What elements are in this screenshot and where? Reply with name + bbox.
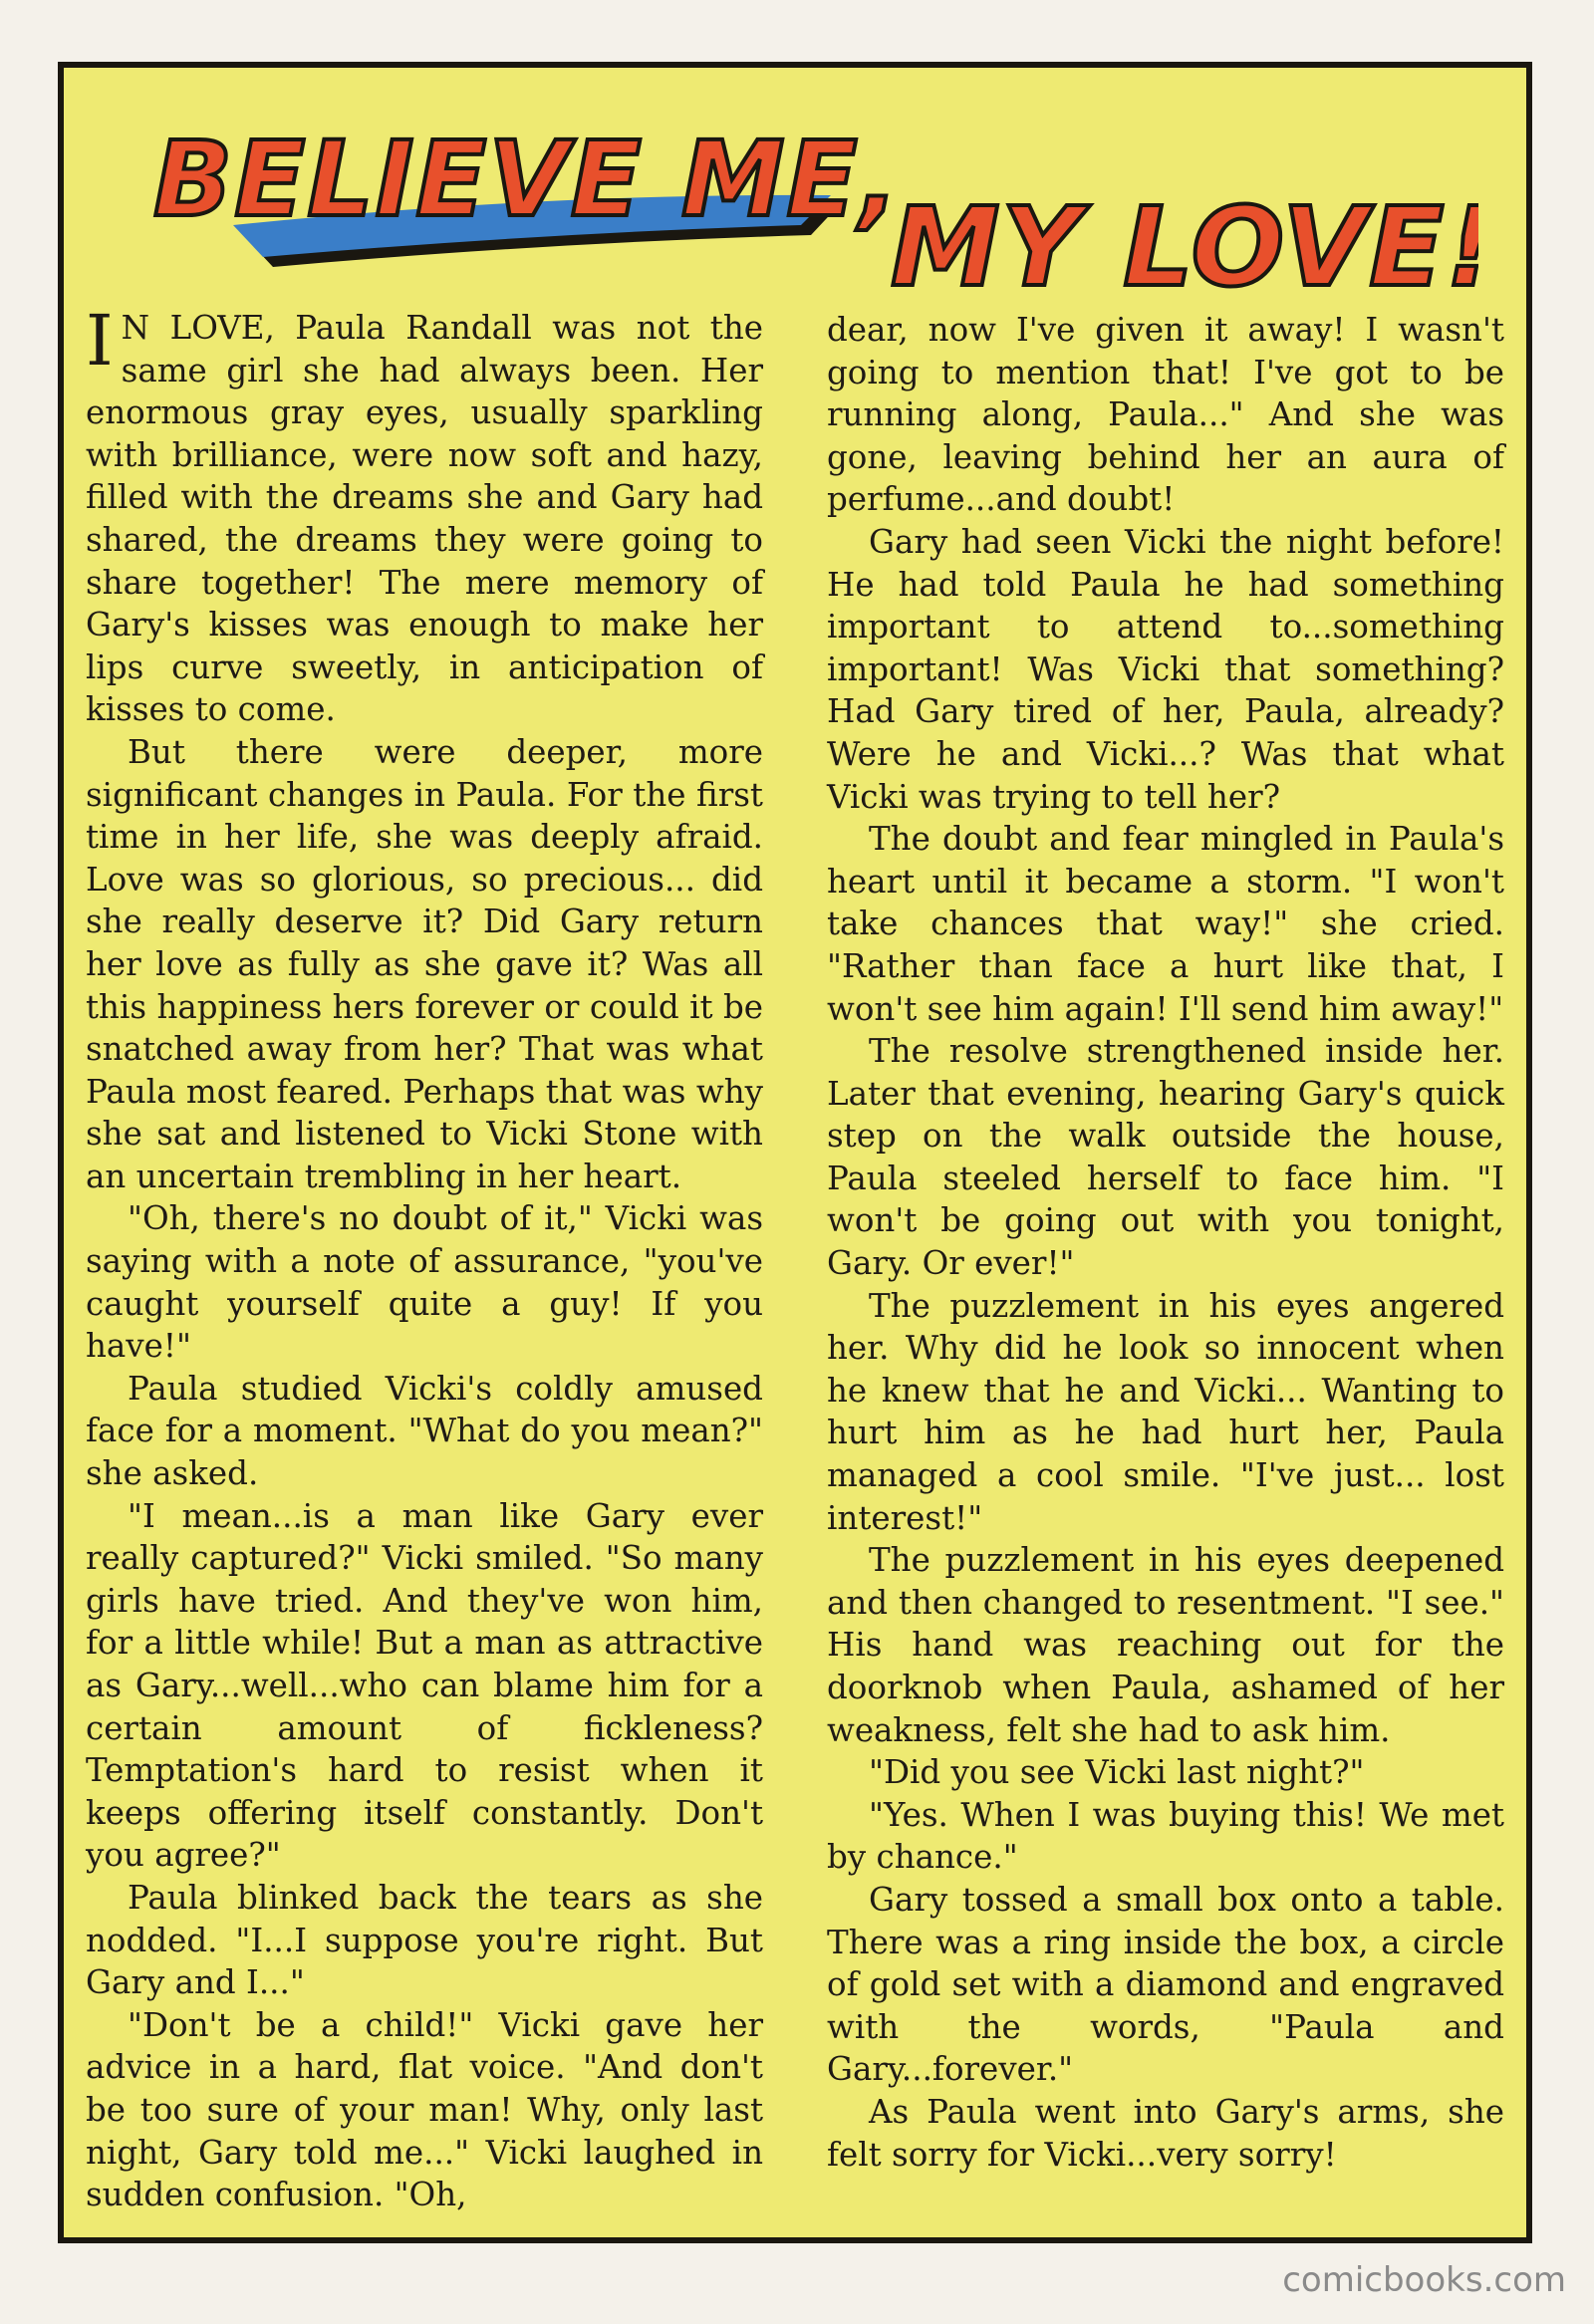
story-paragraph: But there were deeper, more significant changes in Paula. For the first time in her life, she was deeply afraid. Love was so glorious, so precious... did she really deserve it? Did Gary return her love as fully as she gave it? Was all this happiness hers forever or could it be snatched away from her? That was what Paula most feared. Perhaps that was why she sat and listened to Vicki Stone with an uncertain trembling in her heart. — [86, 732, 763, 1195]
story-paragraph: "Did you see Vicki last night?" — [869, 1753, 1365, 1792]
story-paragraph: The resolve strengthened inside her. Later that evening, hearing Gary's quick step on the walk outside the house, Paula steeled herself to face him. "I won't be going out with you tonight, Gary. Or ever!" — [827, 1032, 1504, 1283]
title-part-2: MY LOVE! — [891, 183, 1478, 311]
story-paragraph: The puzzlement in his eyes deepened and then changed to resentment. "I see." His hand was reaching out for the doorknob when Paula, ashamed of her weakness, felt she had to ask him. — [827, 1541, 1504, 1749]
story-column-left — [86, 300, 763, 2219]
story-paragraph: "Don't be a child!" Vicki gave her advice in a hard, flat voice. "And don't be too sure of your man! Why, only last night, Gary told me..." Vicki laughed in sudden confusion. "Oh, — [86, 2005, 763, 2214]
story-paragraph: The puzzlement in his eyes angered her. Why did he look so innocent when he knew that he and Vicki... Wanting to hurt him as he had hurt her, Paula managed a cool smile. "I've just... lost interest!" — [827, 1286, 1504, 1537]
story-paragraph: dear, now I've given it away! I wasn't going to mention that! I've got to be running along, Paula..." And she was gone, leaving behind her an aura of perfume...and doubt! — [827, 311, 1504, 519]
story-paragraph: The doubt and fear mingled in Paula's heart until it became a storm. "I won't take chances that way!" she cried. "Rather than face a hurt like that, I won't see him again! I'll send him away!" — [827, 820, 1504, 1028]
story-paragraph: Gary tossed a small box onto a table. There was a ring inside the box, a circle of gold set with a diamond and engraved with the words, "Paula and Gary...forever." — [827, 1880, 1504, 2089]
story-paragraph: As Paula went into Gary's arms, she felt sorry for Vicki...very sorry! — [827, 2092, 1504, 2174]
story-paragraph: "Yes. When I was buying this! We met by chance." — [827, 1795, 1504, 1877]
story-page — [58, 62, 1532, 2243]
drop-cap: I — [86, 300, 114, 382]
story-paragraph: Gary had seen Vicki the night before! He had told Paula he had something important to attend to...something important! Was Vicki that something? Had Gary tired of her, Paula, already? Were he and Vicki...? Was that what Vicki was trying to tell her? — [827, 522, 1504, 816]
story-paragraph: Paula blinked back the tears as she nodded. "I...I suppose you're right. But Gary and I..." — [86, 1878, 763, 2002]
story-paragraph: I N LOVE, Paula Randall was not the same girl she had always been. Her enormous gray eyes, usually sparkling with brilliance, were now soft and hazy, filled with the dreams she and Gary had shared, the dreams they were going to share together! The mere memory of Gary's kisses was enough to make her lips curve sweetly, in anticipation of kisses to come. — [86, 300, 763, 729]
title-part-1: BELIEVE ME, — [153, 119, 902, 240]
story-paragraph: "I mean...is a man like Gary ever really captured?" Vicki smiled. "So many girls have tried. And they've won him, for a little while! But a man as attractive as Gary...well...who can blame him for a certain amount of fickleness? Temptation's hard to resist when it keeps offering itself constantly. Don't you agree?" — [86, 1496, 763, 1875]
watermark: comicbooks.com — [1282, 2260, 1566, 2300]
story-paragraph: Paula studied Vicki's coldly amused face for a moment. "What do you mean?" she asked. — [86, 1369, 763, 1493]
story-columns — [86, 300, 1504, 2219]
story-paragraph: "Oh, there's no doubt of it," Vicki was saying with a note of assurance, "you've caught yourself quite a guy! If you have!" — [86, 1199, 763, 1366]
story-column-right — [827, 307, 1504, 2219]
